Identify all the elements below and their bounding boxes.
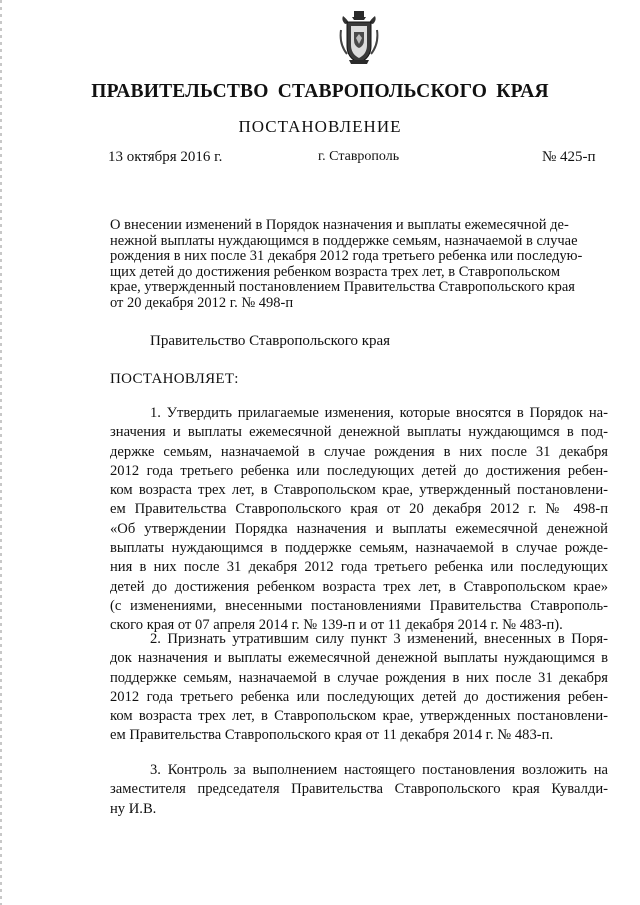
subject-line: от 20 декабря 2012 г. № 498-п [110,294,294,311]
paragraph-line: 1. Утвердить прилагаемые изменения, которые вносятся в Порядок на- [150,405,608,421]
paragraph-line: держке семьям, назначаемой в случае рождения в них после 31 декабря [110,443,608,460]
paragraph-line: детей до достижения ребенком возраста трех лет, в Ставропольском крае» [110,578,608,595]
subject-line: крае, утвержденный постановлением Правительства Ставропольского края [110,279,575,295]
document-city: г. Ставрополь [318,149,400,164]
document-date: 13 октября 2016 г. [108,149,223,165]
paragraph-line: значения и выплаты ежемесячной денежной выплаты нуждающимся в под- [110,424,608,441]
paragraph-2 [110,630,608,746]
paragraph-3 [110,761,608,819]
paragraph-line: док назначения и выплаты ежемесячной денежной выплаты нуждающимся в [110,650,608,667]
paragraph-line: ем Правительства Ставропольского края от 11 декабря 2014 г. № 483-п. [110,727,554,744]
coat-of-arms-emblem [339,10,379,66]
paragraph-line: 3. Контроль за выполнением настоящего постановления возложить на [150,762,608,778]
document-type: ПОСТАНОВЛЕНИЕ [238,117,402,136]
subject-line: О внесении изменений в Порядок назначения и выплаты ежемесячной де- [110,217,569,233]
document-number: № 425-п [542,149,596,165]
issuer-line: Правительство Ставропольского края [150,333,391,349]
paragraph-line: поддержке семьям, назначаемой в случае рождения в них после 31 декабря [110,669,608,686]
subject-line: нежной выплаты нуждающимся в поддержке семьям, назначаемой в случае [110,232,578,249]
paragraph-line: ского края от 07 апреля 2014 г. № 139-п и от 11 декабря 2014 г. № 483-п). [110,617,563,634]
paragraph-line: ком возраста трех лет, в Ставропольском крае, утвержденных постановлени- [110,708,608,725]
paragraph-line: 2012 года третьего ребенка или последующих детей до достижения ребен- [110,688,608,705]
paragraph-line: выплаты нуждающимся в поддержке семьям, назначаемой в случае рожде- [110,540,608,557]
paragraph-line: ну И.В. [110,800,157,817]
subject-line: щих детей до достижения ребенком возраста трех лет, в Ставропольском [110,263,561,280]
resolves-heading: ПОСТАНОВЛЯЕТ: [110,371,239,387]
paragraph-line: 2. Признать утратившим силу пункт 3 изменений, внесенных в Поря- [150,631,608,647]
government-title: ПРАВИТЕЛЬСТВО СТАВРОПОЛЬСКОГО КРАЯ [91,81,549,102]
paragraph-line: ком возраста трех лет, в Ставропольском крае, утвержденный постановлени- [110,482,608,499]
subject-line: рождения в них после 31 декабря 2012 года третьего ребенка или последую- [110,248,583,264]
paragraph-1 [110,404,608,636]
paragraph-line: ния в них после 31 декабря 2012 года третьего ребенка или последующих [110,559,608,576]
paragraph-line: (с изменениями, внесенными постановлениями Правительства Ставрополь- [110,597,608,614]
paragraph-line: заместителя председателя Правительства Ставропольского края Кувалди- [110,781,608,798]
paragraph-line: 2012 года третьего ребенка или последующих детей до достижения ребен- [110,462,608,479]
paragraph-line: ем Правительства Ставропольского края от 20 декабря 2012 г. № 498-п [110,501,608,518]
document-subject [110,218,608,311]
paragraph-line: «Об утверждении Порядка назначения и выплаты ежемесячной денежной [110,520,608,537]
